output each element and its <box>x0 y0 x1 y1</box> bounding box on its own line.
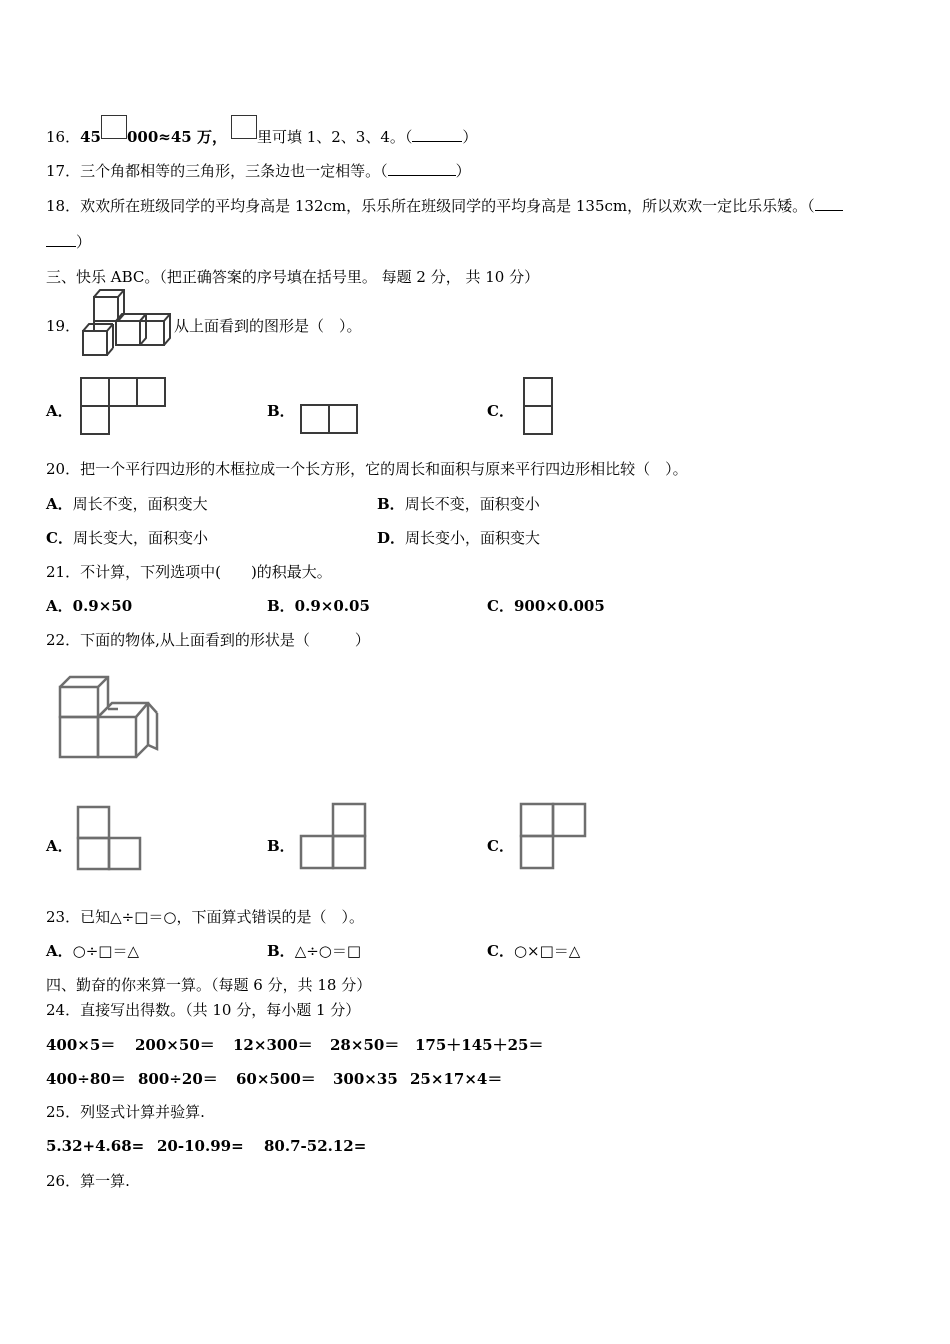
calc-item: 200×50＝ <box>135 1036 215 1054</box>
question-16: 16．45 000≈45 万， 里可填 1、2、3、4。（ ） <box>46 115 477 147</box>
calc-item: 28×50＝ <box>330 1036 400 1054</box>
q19-option-b-figure <box>300 404 360 436</box>
q22-option-a-figure <box>77 805 143 871</box>
calc-item: 5.32+4.68= <box>46 1137 145 1155</box>
calc-item: 300×35 <box>333 1070 398 1088</box>
question-18: 18．欢欢所在班级同学的平均身高是 132cm，乐乐所在班级同学的平均身高是 135cm，所以欢欢一定比乐乐矮。（ <box>46 196 843 216</box>
calc-item: 400×5＝ <box>46 1036 116 1054</box>
calc-item: 20-10.99= <box>157 1137 244 1155</box>
q21-option-c[interactable]: C．900×0.005 <box>487 597 605 615</box>
q19-cube-figure <box>80 287 174 357</box>
question-21: 21．不计算，下列选项中( )的积最大。 <box>46 563 332 581</box>
q19-text: 从上面看到的图形是（ ）。 <box>174 317 362 335</box>
calc-item: 800÷20＝ <box>138 1070 218 1088</box>
q23-option-a[interactable]: A．○÷□＝△ <box>46 942 140 960</box>
answer-box[interactable] <box>231 115 257 139</box>
question-25: 25．列竖式计算并验算. <box>46 1103 205 1121</box>
section-3-heading: 三、快乐 ABC。（把正确答案的序号填在括号里。 每题 2 分， 共 10 分） <box>46 268 540 286</box>
q22-cube-figure <box>57 673 161 761</box>
q20-option-c[interactable]: C．周长变大，面积变小 <box>46 529 208 547</box>
q23-option-b[interactable]: B．△÷○＝□ <box>267 942 362 960</box>
q16-number: 16． <box>46 128 81 146</box>
q19-option-c-figure <box>523 377 555 437</box>
calc-item: 25×17×4＝ <box>410 1070 503 1088</box>
q21-option-b[interactable]: B．0.9×0.05 <box>267 597 370 615</box>
section-4-heading: 四、勤奋的你来算一算。（每题 6 分，共 18 分） <box>46 976 372 994</box>
calc-item: 80.7-52.12= <box>264 1137 367 1155</box>
q22-option-c-figure <box>519 802 589 870</box>
answer-blank[interactable] <box>388 163 456 176</box>
calc-item: 175＋145＋25＝ <box>415 1036 544 1054</box>
q19-number: 19． <box>46 317 81 335</box>
question-23: 23．已知△÷□＝○，下面算式错误的是（ ）。 <box>46 908 364 926</box>
q19-option-a[interactable]: A． <box>46 402 73 420</box>
q20-option-d[interactable]: D．周长变小，面积变大 <box>377 529 541 547</box>
q19-option-a-figure <box>80 377 166 437</box>
q22-option-b-figure <box>299 802 369 870</box>
q23-option-c[interactable]: C．○×□＝△ <box>487 942 581 960</box>
answer-box[interactable] <box>101 115 127 139</box>
question-20: 20．把一个平行四边形的木框拉成一个长方形，它的周长和面积与原来平行四边形相比较（ ）。 <box>46 460 688 478</box>
q21-option-a[interactable]: A．0.9×50 <box>46 597 133 615</box>
q22-option-a[interactable]: A． <box>46 837 73 855</box>
calc-item: 60×500＝ <box>236 1070 316 1088</box>
question-24: 24．直接写出得数。（共 10 分，每小题 1 分） <box>46 1001 361 1019</box>
question-26: 26．算一算. <box>46 1172 130 1190</box>
q22-option-c[interactable]: C． <box>487 837 514 855</box>
question-18-cont: ） <box>46 232 91 252</box>
answer-blank[interactable] <box>46 234 76 247</box>
answer-blank[interactable] <box>412 129 462 142</box>
q22-option-b[interactable]: B． <box>267 837 295 855</box>
q20-option-b[interactable]: B．周长不变，面积变小 <box>377 495 540 513</box>
q20-option-a[interactable]: A．周长不变，面积变大 <box>46 495 208 513</box>
q19-option-c[interactable]: C． <box>487 402 514 420</box>
answer-blank[interactable] <box>815 198 843 211</box>
question-17: 17．三个角都相等的三角形，三条边也一定相等。（ ） <box>46 162 471 180</box>
calc-item: 12×300＝ <box>233 1036 313 1054</box>
question-22: 22．下面的物体,从上面看到的形状是（ ） <box>46 631 370 649</box>
calc-item: 400÷80＝ <box>46 1070 126 1088</box>
q19-option-b[interactable]: B． <box>267 402 295 420</box>
